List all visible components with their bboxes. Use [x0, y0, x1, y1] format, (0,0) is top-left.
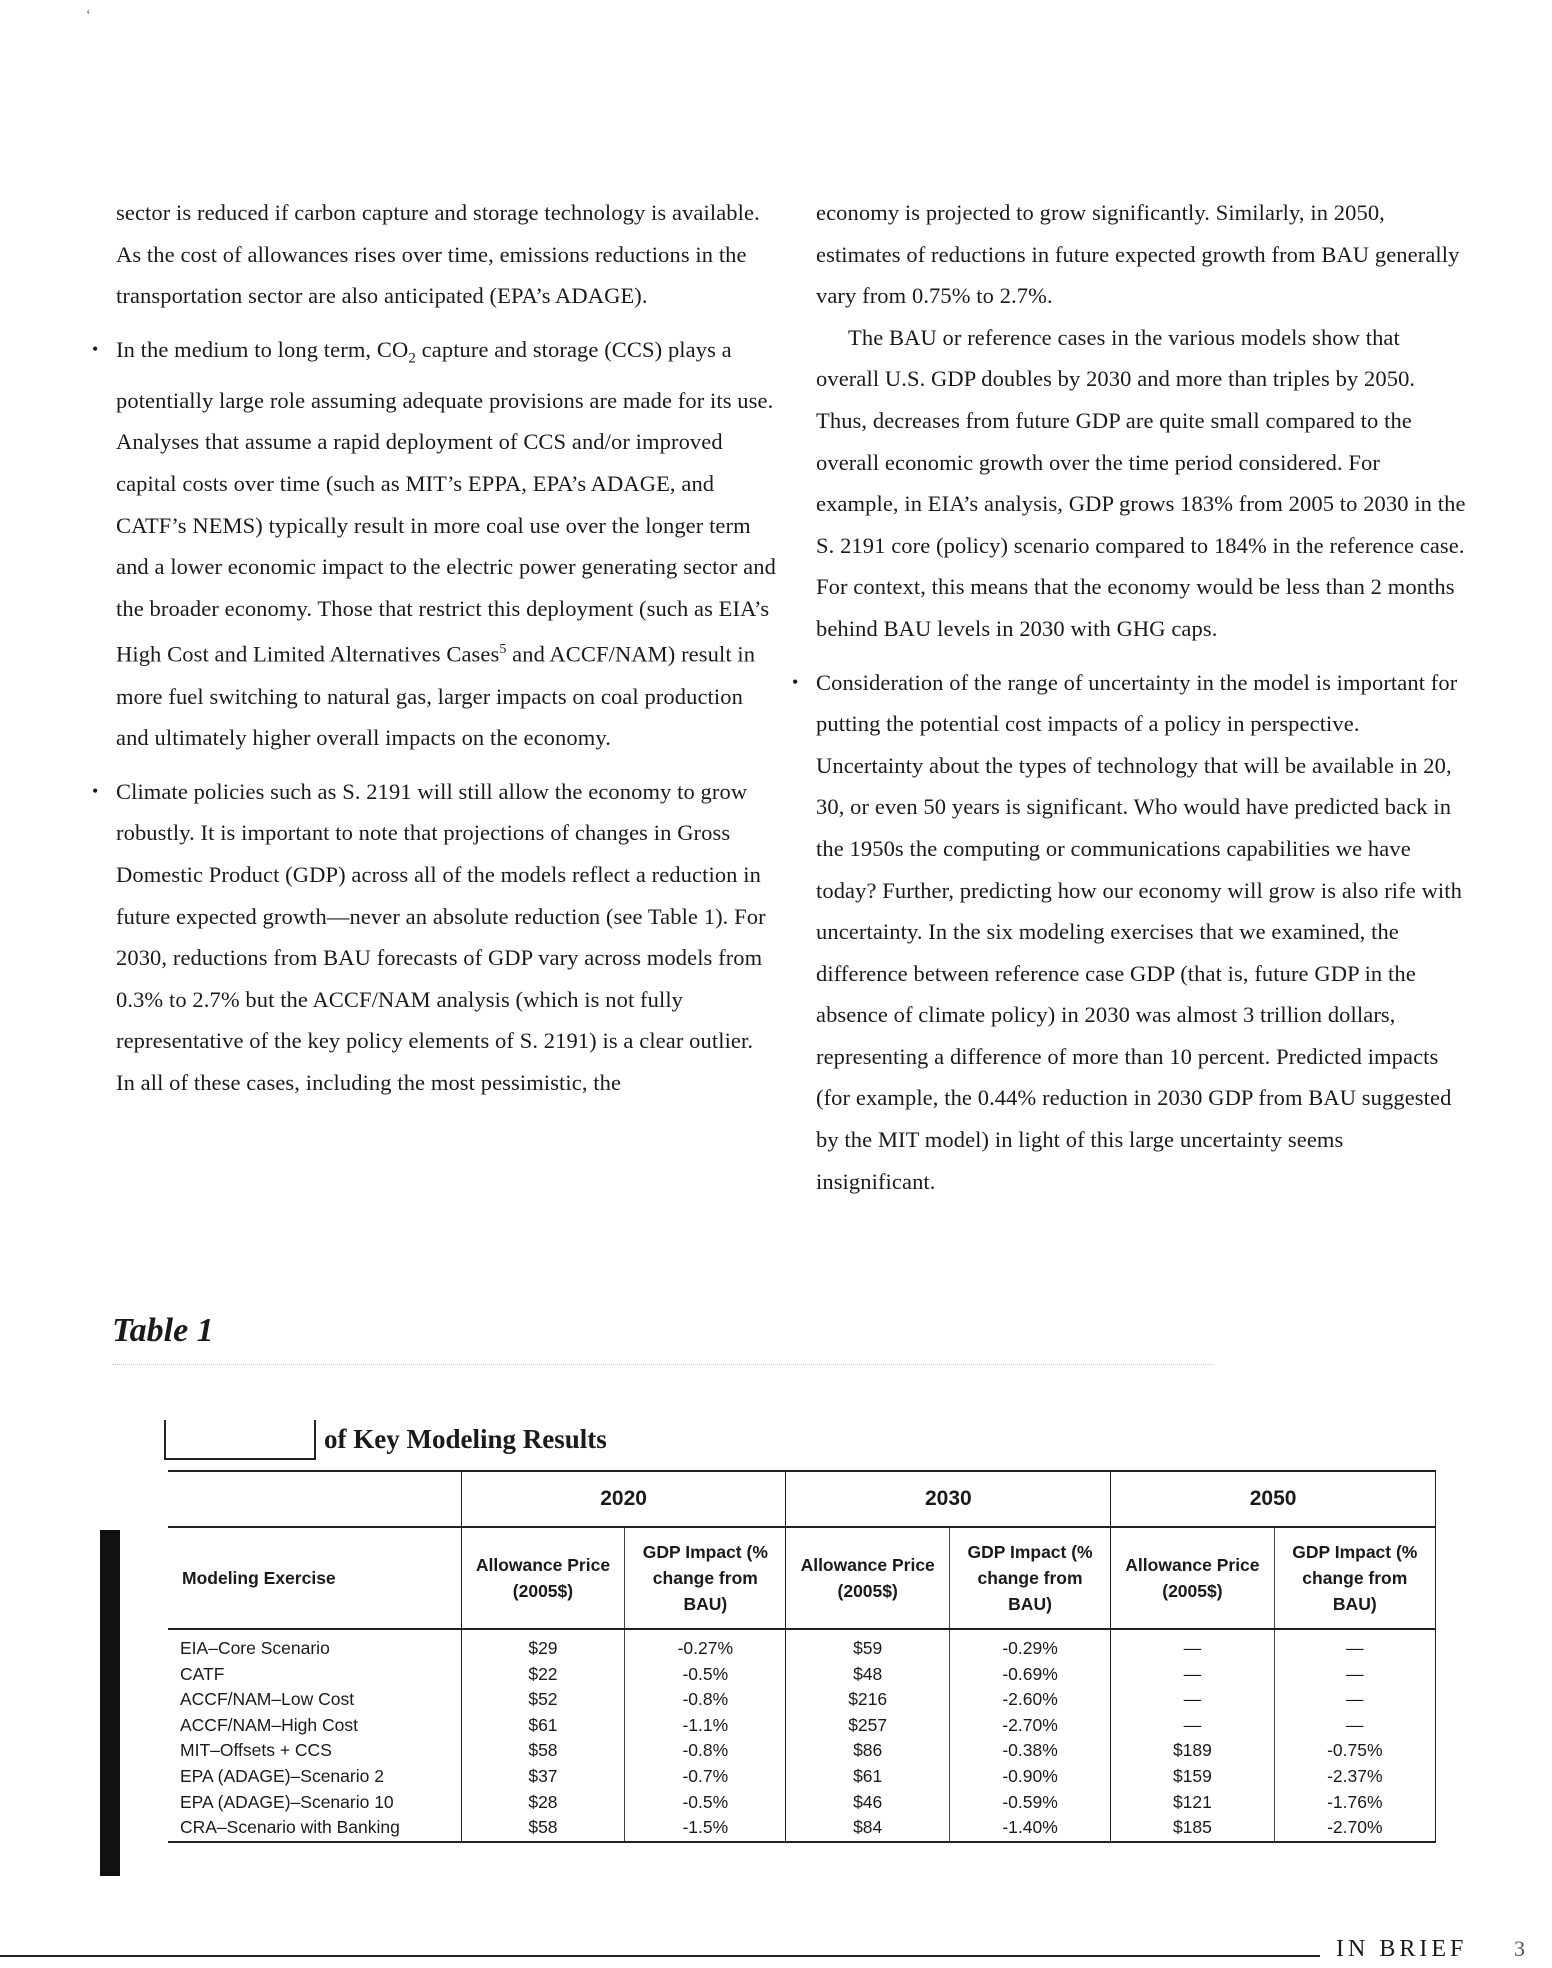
table-row: CRA–Scenario with Banking $58 -1.5% $84 -1.40% $185 -2.70% — [168, 1815, 1436, 1842]
right-paragraph-2: The BAU or reference cases in the various models show that overall U.S. GDP doubles by 2030 and more than triples by 2050. Thus, decreases from future GDP are quite small compared to the overall economic growth over the time period considered. For example, in EIA’s analysis, GDP grows 183% from 2005 to 2030 in the S. 2191 core (policy) scenario compared to 184% in the reference case. For context, this means that the economy would be less than 2 months behind BAU levels in 2030 with GHG caps. — [816, 324, 1466, 641]
table-row: ACCF/NAM–Low Cost $52 -0.8% $216 -2.60% — — — [168, 1687, 1436, 1713]
left-paragraph-1: sector is reduced if carbon capture and storage technology is available. As the cost of allowances rises over time, emissions reductions in the transportation sector are also anticipated (EPA’s ADAGE). — [116, 200, 760, 309]
right-bullet-uncertainty: • Consideration of the range of uncertainty in the model is important for putting the potential cost impacts of a policy in perspective. Uncertainty about the types of technology that will be available in 20, 30, or even 50 years is significant. Who would have predicted back in the 1950s the computing or communications capabilities we have today? Further, predicting how our economy will grow is also rife with uncertainty. In the six modeling exercises that we examined, the difference between reference case GDP (that is, future GDP in the absence of climate policy) in 2030 was almost 3 trillion dollars, representing a difference of more than 10 percent. Predicted impacts (for example, the 0.44% reduction in 2030 GDP from BAU suggested by the MIT model) in light of this large uncertainty seems insignificant. — [816, 662, 1466, 1203]
left-column — [92, 192, 776, 1103]
table-caption: of Key Modeling Results — [324, 1424, 607, 1454]
page-number: 3 — [1514, 1936, 1525, 1961]
footer-label: IN BRIEF — [1336, 1936, 1468, 1962]
left-bullet-ccs: • In the medium to long term, $CO_2$ capture and storage (CCS) plays a potentially large role assuming adequate provisions are made for its use. Analyses that assume a rapid deployment of CCS and/or improved capital costs over time (such as MIT’s EPPA, EPA’s ADAGE, and CATF’s NEMS) typically result in more coal use over the longer term and a lower economic impact to the electric power generating sector and the broader economy. Those that restrict this deployment (such as EIA’s High Cost and Limited Alternatives Cases$^5$ and ACCF/NAM) result in more fuel switching to natural gas, larger impacts on coal production and ultimately higher overall impacts on the economy. — [116, 329, 776, 759]
document-page: ‘ sector is reduced if carbon capture and storage technology is available. As the cost of allowances rises over time, emissions reductions in the transportation sector are also anticipated (EPA’s ADAGE). • In the medium to long term, $CO_2$ capture and storage (CCS) plays a potentially large role assuming adequate provisions are made for its use. Analyses that assume a rapid deployment of CCS and/or improved capital costs over time (such as MIT’s EPPA, EPA’s ADAGE, and CATF’s NEMS) typically result in more coal use over the longer term and a lower economic impact to the electric power generating sector and the broader economy. Those that restrict this deployment (such as EIA’s High Cost and Limited Alternatives Cases$^5$ and ACCF/NAM) result in more fuel switching to natural gas, larger impacts on coal production and ultimately higher overall impacts on the economy. • Climate policies such as S. 2191 will still allow the economy to grow robustly. It is important to note that projections of changes in Gross Domestic Product (GDP) across all of the models reflect a reduction in future expected growth—never an absolute reduction (see Table 1). For 2030, reductions from BAU forecasts of GDP vary across models from 0.3% to 2.7% but the ACCF/NAM analysis (which is not fully representative of the key policy elements of S. 2191) is a clear outlier. In all of these cases, including the most pessimistic, the economy is projected to grow significantly. Similarly, in 2050, estimates of reductions in future expected growth from BAU generally vary from 0.75% to 2.7%. The BAU or reference cases in the various models show that overall U.S. GDP doubles by 2030 and more than triples by 2050. Thus, decreases from future GDP are quite small compared to the overall economic growth over the time period considered. For example, in EIA’s analysis, GDP grows 183% from 2005 to 2030 in the S. 2191 core (policy) scenario compared to 184% in the reference case. For context, this means that the economy would be less than 2 months behind BAU levels in 2030 with GHG caps. • Consideration of the range of uncertainty in the model is important for putting the potential cost impacts of a policy in perspective. Uncertainty about the types of technology that will be available in 20, 30, or even 50 years is significant. Who would have predicted back in the 1950s the computing or communications capabilities we have today? Further, predicting how our economy will grow is also rife with uncertainty. In the six modeling exercises that we examined, the difference between reference case GDP (that is, future GDP in the absence of climate policy) in 2030 was almost 3 trillion dollars, representing a difference of more than 10 percent. Predicted impacts (for example, the 0.44% reduction in 2030 GDP from BAU suggested by the MIT model) in light of this large uncertainty seems insignificant. Table 1 of Key Modeling Results 2020 2030 2050 Modeling Exercise Allowance Price (2005$) GDP Impact (% change from BAU) Allowance Price (2005$) GDP Impact (% change from BAU) Allowance Price (2005$) GDP Impact (% change from BAU) EIA–Core Scenario $29 -0.27% $59 -0.29% — — CATF $22 -0.5% $48 -0.69% — — ACCF/NAM–Low Cost $52 -0.8% $216 -2.60% — — ACCF/NAM–High Cost $61 -1.1% $257 -2.70% — — MIT–Offsets + CCS $58 -0.8% $86 -0.38% $189 -0.75% EPA (ADAGE)–Scenario 2 $37 -0.7% $61 -0.90% $159 -2.37% EPA (ADAGE)–Scenario 10 $28 -0.5% $46 -0.59% $121 -1.76% CRA–Scenario with Banking $58 -1.5% $84 -1.40% $185 -2.70% IN BRIEF 3 — [0, 0, 1552, 1968]
table-row: MIT–Offsets + CCS $58 -0.8% $86 -0.38% $189 -0.75% — [168, 1738, 1436, 1764]
table-row: EPA (ADAGE)–Scenario 2 $37 -0.7% $61 -0.90% $159 -2.37% — [168, 1764, 1436, 1790]
caption-box — [164, 1420, 316, 1460]
right-paragraph-1: economy is projected to grow significantly. Similarly, in 2050, estimates of reductions in future expected growth from BAU generally vary from 0.75% to 2.7%. — [816, 200, 1460, 309]
modeling-results-table — [168, 1470, 1436, 1843]
right-column — [792, 192, 1466, 1202]
side-bar — [100, 1530, 120, 1876]
column-header-gdp: GDP Impact (% change from BAU) — [625, 1527, 786, 1629]
bullet-icon: • — [92, 338, 99, 359]
table-title: Table 1 — [112, 1312, 214, 1349]
column-header-gdp: GDP Impact (% change from BAU) — [949, 1527, 1110, 1629]
bullet-icon: • — [92, 780, 99, 801]
footer-rule — [0, 1955, 1320, 1957]
column-header-gdp: GDP Impact (% change from BAU) — [1274, 1527, 1435, 1629]
column-header-allowance: Allowance Price (2005$) — [461, 1527, 624, 1629]
column-header-allowance: Allowance Price (2005$) — [786, 1527, 949, 1629]
table-row: CATF $22 -0.5% $48 -0.69% — — — [168, 1662, 1436, 1688]
year-header-2050: 2050 — [1111, 1471, 1436, 1527]
table-row: EIA–Core Scenario $29 -0.27% $59 -0.29% — — — [168, 1629, 1436, 1662]
divider — [112, 1364, 1212, 1371]
year-header-2030: 2030 — [786, 1471, 1111, 1527]
left-bullet-growth: • Climate policies such as S. 2191 will still allow the economy to grow robustly. It is important to note that projections of changes in Gross Domestic Product (GDP) across all of the models reflect a reduction in future expected growth—never an absolute reduction (see Table 1). For 2030, reductions from BAU forecasts of GDP vary across models from 0.3% to 2.7% but the ACCF/NAM analysis (which is not fully representative of the key policy elements of S. 2191) is a clear outlier. In all of these cases, including the most pessimistic, the — [116, 771, 776, 1104]
column-header-allowance: Allowance Price (2005$) — [1111, 1527, 1274, 1629]
column-header-modeling: Modeling Exercise — [168, 1527, 461, 1629]
table-row: ACCF/NAM–High Cost $61 -1.1% $257 -2.70% — — — [168, 1713, 1436, 1739]
year-header-2020: 2020 — [461, 1471, 786, 1527]
table-row: EPA (ADAGE)–Scenario 10 $28 -0.5% $46 -0.59% $121 -1.76% — [168, 1790, 1436, 1816]
bullet-icon: • — [792, 671, 799, 692]
